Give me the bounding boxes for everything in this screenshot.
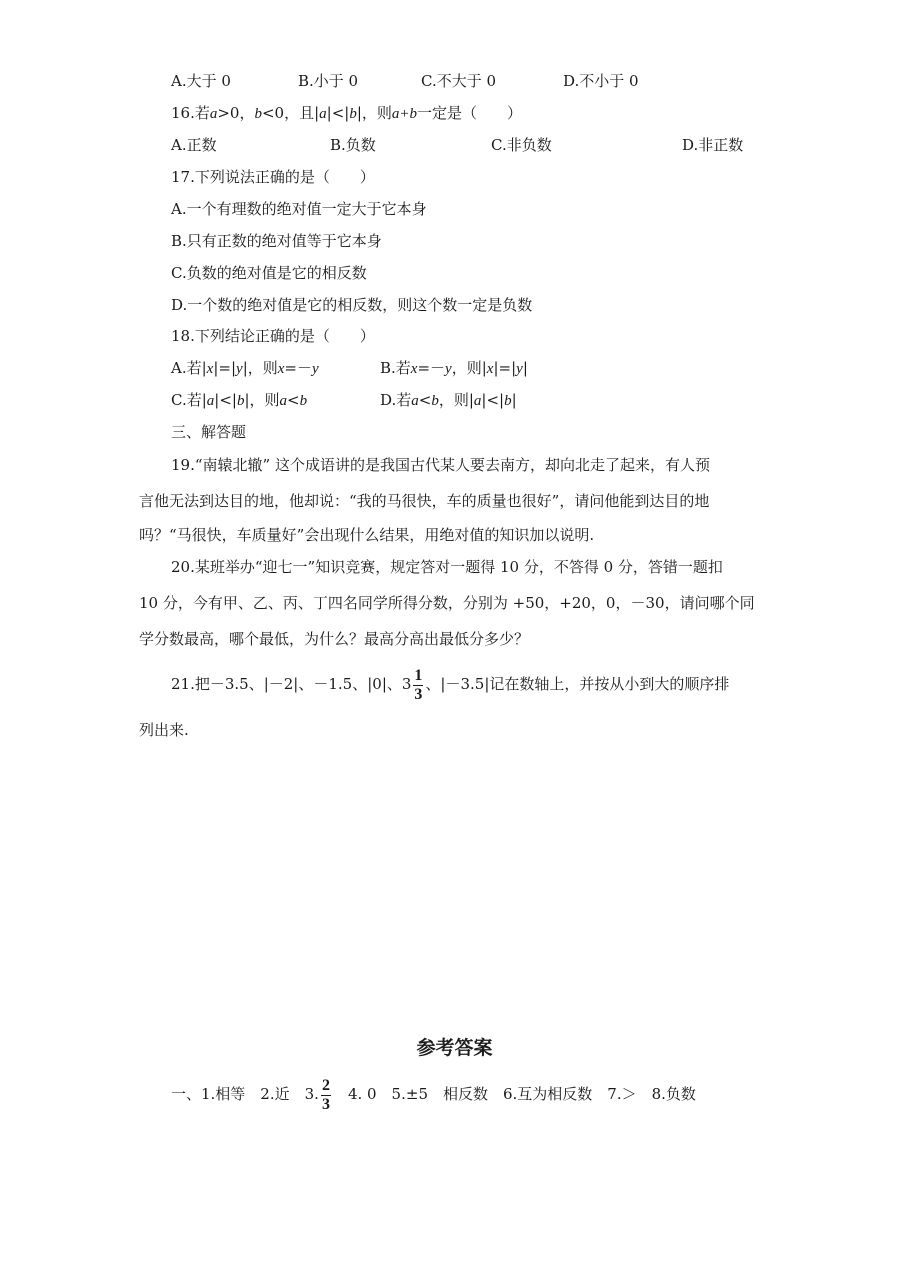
q16-option-d: D.非正数 bbox=[682, 136, 744, 154]
answers-title: 参考答案 bbox=[416, 1037, 493, 1059]
q15-option-b: B.小于 0 bbox=[298, 72, 359, 90]
q19-line-1: 19.“南辕北辙” 这个成语讲的是我国古代某人要去南方，却向北走了起来，有人预 bbox=[171, 456, 710, 474]
q15-option-a: A.大于 0 bbox=[171, 72, 231, 90]
q17-option-d: D.一个数的绝对值是它的相反数，则这个数一定是负数 bbox=[171, 296, 533, 314]
q15-option-c: C.不大于 0 bbox=[421, 72, 497, 90]
q18-stem: 18.下列结论正确的是（ ） bbox=[171, 327, 375, 345]
section-heading: 三、解答题 bbox=[171, 423, 247, 441]
q17-option-a: A.一个有理数的绝对值一定大于它本身 bbox=[171, 200, 427, 218]
q18-option-d: D.若a<b，则|a|<|b| bbox=[380, 391, 517, 409]
q16-option-c: C.非负数 bbox=[491, 136, 552, 154]
q16-option-a: A.正数 bbox=[171, 136, 217, 154]
q21-line-2: 列出来. bbox=[139, 721, 189, 739]
answers-line: 一、1.相等 2.近 3. $\frac{2}{3}$ 4. 0 5.±5 相反数 6.互为相反数 7.＞ 8.负数 bbox=[171, 1076, 696, 1113]
answers-fraction: $\frac{2}{3}$ bbox=[321, 1076, 330, 1113]
q16-option-b: B.负数 bbox=[330, 136, 376, 154]
q20-line-3: 学分数最高，哪个最低，为什么？最高分高出最低分多少？ bbox=[139, 630, 530, 648]
q15-option-d: D.不小于 0 bbox=[563, 72, 639, 90]
q18-option-c: C.若|a|<|b|，则a<b bbox=[171, 391, 308, 409]
q21-fraction: $\frac{1}{3}$ bbox=[414, 666, 423, 703]
q19-line-2: 言他无法到达目的地，他却说：“我的马很快，车的质量也很好”，请问他能到达目的地 bbox=[139, 492, 710, 510]
q20-line-2: 10 分，今有甲、乙、丙、丁四名同学所得分数，分别为 +50，+20，0，－30，请问哪个同 bbox=[139, 594, 755, 612]
q18-option-b: B.若x=－y，则|x|=|y| bbox=[380, 359, 528, 377]
q17-option-b: B.只有正数的绝对值等于它本身 bbox=[171, 232, 382, 250]
q16-stem: 16.若a>0，b<0，且|a|<|b|，则a+b一定是（ ） bbox=[171, 104, 523, 122]
q19-line-3: 吗？“马很快，车质量好”会出现什么结果，用绝对值的知识加以说明. bbox=[139, 526, 595, 544]
q18-option-a: A.若|x|=|y|，则x=－y bbox=[171, 359, 319, 377]
q17-option-c: C.负数的绝对值是它的相反数 bbox=[171, 264, 367, 282]
q17-stem: 17.下列说法正确的是（ ） bbox=[171, 168, 375, 186]
q21-line-1: 21.把－3.5、|－2|、－1.5、|0|、3 $\frac{1}{3}$ 、|－3.5|记在数轴上，并按从小到大的顺序排 bbox=[171, 666, 730, 703]
q20-line-1: 20.某班举办“迎七一”知识竞赛，规定答对一题得 10 分，不答得 0 分，答错一题扣 bbox=[171, 558, 723, 576]
